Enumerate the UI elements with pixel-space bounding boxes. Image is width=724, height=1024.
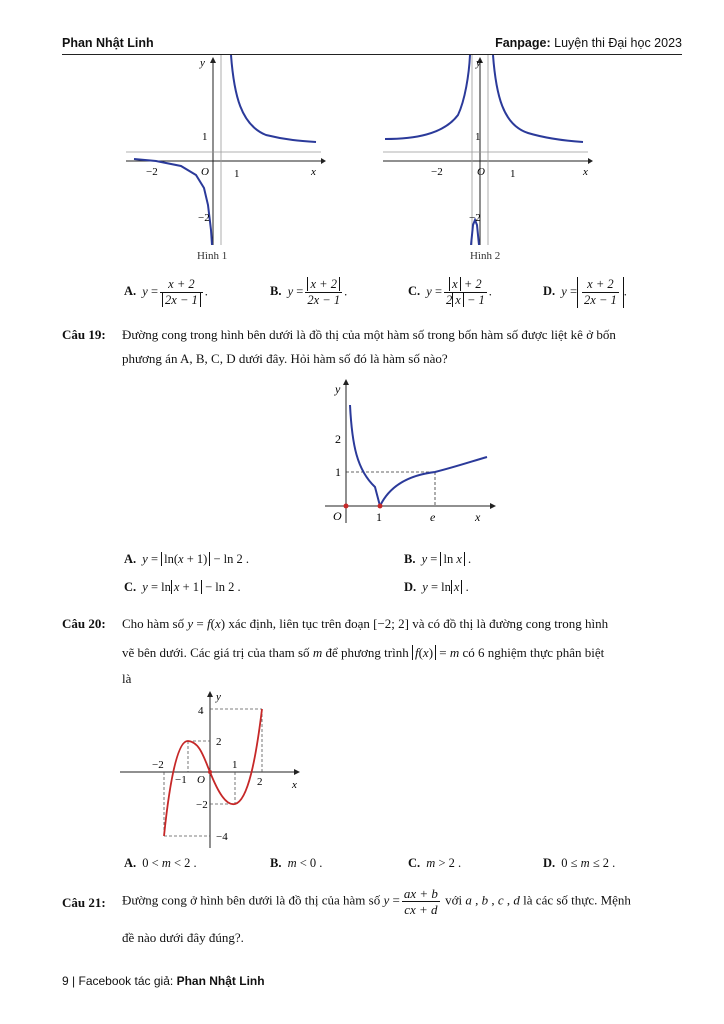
svg-text:4: 4 (198, 705, 204, 717)
q21-text-line1: Đường cong ở hình bên dưới là đồ thị của hàm số y = $\frac{ax + b}{cx + d}$ với a , b , c , d là các số thực. Mệnh (122, 886, 631, 917)
option-letter: A. (124, 856, 137, 870)
q20-text-line2-a: vẽ bên dưới. Các giá trị của tham số (122, 645, 310, 660)
svg-text:−2: −2 (152, 759, 164, 771)
svg-text:1: 1 (475, 131, 481, 143)
option-letter: B. (270, 856, 282, 870)
option-letter: D. (543, 284, 556, 299)
svg-text:−2: −2 (431, 166, 443, 178)
q19-option-b: B. y = ln x . (404, 552, 472, 566)
q19-label: Câu 19: (62, 327, 106, 342)
q19-text-line2: phương án A, B, C, D dưới đây. Hỏi hàm số đó là hàm số nào? (122, 351, 448, 366)
svg-text:−1: −1 (175, 774, 187, 786)
q21-text-line2: đề nào dưới đây đúng?. (122, 930, 244, 945)
q21-text-p2: với (445, 892, 463, 908)
svg-text:x: x (311, 166, 316, 178)
q20-text-p2: xác định, liên tục trên đoạn (228, 616, 370, 631)
q20-option-b: B. m < 0 . (270, 856, 323, 870)
q19-option-c: C. y = ln x + 1 − ln 2 . (124, 580, 241, 594)
q20-text-line1: Cho hàm số y = f(x) xác định, liên tục trên đoạn [−2; 2] và có đồ thị là đường cong trong hình (122, 616, 609, 631)
q20-text-line2: vẽ bên dưới. Các giá trị của tham số m để phương trình f(x) = m có 6 nghiệm thực phân biệt (122, 645, 605, 660)
figure-q20 (120, 688, 310, 850)
option-letter: A. (124, 284, 137, 299)
svg-text:−2: −2 (196, 799, 208, 811)
q18-option-c: C. y = $\frac{x + 2}{2 x - 1}$ . (408, 277, 492, 307)
q21-text-p3: là các số thực. Mệnh (523, 892, 631, 908)
svg-text:1: 1 (335, 465, 341, 479)
q19-option-d: D. y = ln x . (404, 580, 469, 594)
svg-text:−2: −2 (198, 212, 210, 224)
q20-text-line2-b: để phương trình (325, 645, 409, 660)
q21-text-p1: Đường cong ở hình bên dưới là đồ thị của hàm số (122, 892, 381, 908)
svg-text:x: x (292, 779, 297, 791)
q19-option-a: A. y = ln(x + 1) − ln 2 . (124, 552, 249, 566)
option-letter: C. (408, 284, 421, 299)
figure-1-caption: Hình 1 (197, 250, 228, 262)
option-letter: C. (124, 580, 137, 594)
q20-text-line3: là (122, 671, 132, 686)
svg-text:y: y (216, 691, 221, 703)
svg-text:2: 2 (335, 432, 341, 446)
svg-text:−4: −4 (216, 831, 228, 843)
svg-text:x: x (583, 166, 588, 178)
q21-label: Câu 21: (62, 895, 106, 910)
option-letter: C. (408, 856, 421, 870)
svg-text:−2: −2 (469, 212, 481, 224)
svg-text:1: 1 (232, 759, 238, 771)
footer-text: Facebook tác giả: (78, 974, 174, 988)
q18-option-b: B. y = $\frac{x + 2}{2x - 1}$ . (270, 277, 348, 307)
svg-text:1: 1 (510, 168, 516, 180)
svg-text:O: O (477, 166, 485, 178)
option-letter: A. (124, 552, 137, 566)
q20-label: Câu 20: (62, 616, 106, 631)
header-fanpage (495, 36, 682, 50)
svg-text:−2: −2 (146, 166, 158, 178)
option-letter: D. (404, 580, 417, 594)
q20-option-a: A. 0 < m < 2 . (124, 856, 197, 870)
svg-text:x: x (475, 510, 481, 524)
header-author: Phan Nhật Linh (62, 36, 154, 50)
svg-text:1: 1 (202, 131, 208, 143)
q20-text-p1: Cho hàm số (122, 616, 185, 631)
figure-2-caption: Hình 2 (470, 250, 501, 262)
footer-author: Phan Nhật Linh (176, 974, 265, 988)
q20-option-c: C. m > 2 . (408, 856, 462, 870)
page-number: 9 (62, 974, 69, 988)
svg-text:O: O (333, 509, 342, 523)
footer: 9 | Facebook tác giả: Phan Nhật Linh (62, 974, 265, 988)
svg-text:y: y (476, 57, 481, 69)
option-letter: B. (404, 552, 416, 566)
q20-text-line2-c: có 6 nghiệm thực phân biệt (462, 645, 605, 660)
svg-text:O: O (201, 166, 209, 178)
q20-text-p3: và có đồ thị là đường cong trong hình (412, 616, 609, 631)
q20-option-d: D. 0 ≤ m ≤ 2 . (543, 856, 616, 870)
svg-text:y: y (200, 57, 205, 69)
figure-hinh-2 (383, 55, 593, 245)
q19-text-line1: Đường cong trong hình bên dưới là đồ thị của một hàm số trong bốn hàm số được liệt kê ở bốn (122, 327, 616, 342)
figure-q19 (315, 375, 500, 525)
svg-text:O: O (197, 774, 205, 786)
option-letter: B. (270, 284, 282, 299)
option-letter: D. (543, 856, 556, 870)
q18-option-d: D. y = $\frac{x + 2}{2x - 1}$ . (543, 277, 627, 307)
fanpage-label: Fanpage: (495, 36, 551, 50)
figure-hinh-1 (126, 55, 326, 245)
svg-text:1: 1 (376, 510, 382, 524)
svg-text:1: 1 (234, 168, 240, 180)
svg-text:2: 2 (257, 776, 263, 788)
svg-text:e: e (430, 510, 436, 524)
svg-text:2: 2 (216, 736, 222, 748)
svg-text:y: y (335, 382, 341, 396)
q18-option-a: A. y = $\frac{x + 2}{2x - 1}$ . (124, 277, 208, 307)
fanpage-value: Luyện thi Đại học 2023 (554, 36, 682, 50)
